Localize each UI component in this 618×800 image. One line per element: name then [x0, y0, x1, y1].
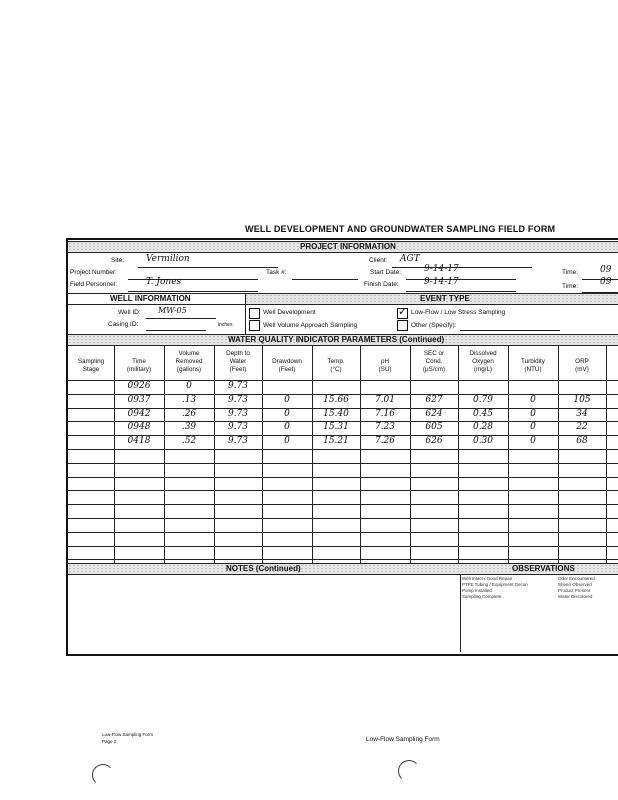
finish-date-label: Finish Date:	[364, 281, 399, 288]
observation-item: Water Discolored	[558, 594, 593, 599]
header-line: (mV)	[575, 366, 589, 373]
low-flow-label: Low-Flow / Low Stress Sampling	[411, 309, 506, 316]
table-row	[68, 435, 618, 449]
table-cell: 9.73	[227, 381, 249, 391]
row-rule	[68, 490, 618, 491]
header-sampling-stage	[68, 358, 114, 374]
well-id-underline	[146, 318, 216, 319]
casing-unit: inches	[218, 322, 233, 328]
header-temp	[312, 358, 360, 374]
project-information-heading: PROJECT INFORMATION	[300, 242, 396, 251]
table-cell: 15.66	[323, 394, 349, 405]
table-cell: 7.26	[374, 436, 396, 447]
table-cell: 34	[576, 408, 588, 419]
table-cell: 0	[186, 381, 192, 391]
header-line: Water	[229, 358, 247, 365]
table-cell: 15.31	[323, 422, 349, 433]
casing-id-label: Casing ID:	[108, 321, 139, 328]
table-row	[68, 408, 618, 422]
notes-heading: NOTES (Continued)	[226, 564, 301, 573]
row-rule	[68, 504, 618, 505]
header-conductivity	[410, 350, 458, 374]
client-value: AGT	[400, 254, 420, 264]
header-line: (Feet)	[229, 366, 247, 373]
notes-area[interactable]	[68, 575, 460, 652]
observation-item: Sheen Observed	[558, 582, 592, 587]
table-cell: 9.73	[227, 394, 249, 405]
field-personnel-underline	[128, 291, 258, 292]
header-line: (°C)	[330, 366, 342, 373]
header-line: (Feet)	[278, 366, 296, 373]
table-cell: 0.45	[472, 408, 494, 419]
header-turbidity	[508, 358, 558, 374]
table-cell: 0	[530, 422, 536, 433]
header-line: Stage	[82, 366, 100, 373]
well-volume-checkbox[interactable]	[249, 320, 260, 331]
row-rule	[68, 477, 618, 478]
task-label: Task #:	[266, 269, 287, 276]
table-cell: 9.73	[227, 436, 249, 447]
observation-item: Odor Encountered	[558, 576, 595, 581]
header-line: (NTU)	[524, 366, 542, 373]
observations-heading: OBSERVATIONS	[512, 564, 575, 573]
header-line: Depth to	[226, 350, 250, 357]
event-type-heading: EVENT TYPE	[420, 294, 470, 303]
table-cell: 605	[425, 422, 443, 433]
table-cell: 0	[284, 408, 290, 419]
start-time-label: Time:	[562, 269, 579, 276]
table-row	[68, 380, 618, 394]
header-orp	[558, 358, 606, 374]
binder-hole-left	[92, 764, 114, 786]
header-line: Drawdown	[272, 358, 302, 365]
header-line: Temp.	[327, 358, 345, 365]
well-information-heading: WELL INFORMATION	[110, 294, 191, 303]
low-flow-checkbox[interactable]	[397, 305, 408, 319]
table-cell: .52	[181, 436, 197, 447]
header-line: (military)	[126, 366, 152, 373]
other-checkbox[interactable]	[397, 320, 408, 331]
table-cell: 68	[576, 436, 588, 447]
table-cell: .13	[181, 394, 197, 405]
row-rule	[68, 518, 618, 519]
notes-observations-divider	[460, 575, 461, 652]
observation-item: Well Intact / Good Repair	[462, 576, 513, 581]
start-time-value: 09	[600, 265, 612, 275]
header-depth-to-water	[214, 350, 262, 374]
header-line: Volume	[178, 350, 200, 357]
table-cell: 0926	[127, 381, 151, 391]
finish-date-underline	[406, 291, 516, 292]
start-date-label: Start Date:	[370, 269, 402, 276]
finish-time-label: Time:	[562, 283, 579, 290]
row-rule	[68, 532, 618, 533]
header-time	[114, 358, 164, 374]
row-rule	[68, 449, 618, 450]
site-underline	[138, 267, 278, 268]
client-label: Client:	[369, 257, 388, 264]
start-date-underline	[406, 279, 516, 280]
form-title: WELL DEVELOPMENT AND GROUNDWATER SAMPLING FIELD FORM	[245, 224, 556, 234]
table-cell: 22	[576, 422, 588, 433]
table-cell: 624	[425, 408, 443, 419]
table-cell: 626	[425, 436, 443, 447]
header-line: Oxygen	[472, 358, 494, 365]
table-cell: 0	[284, 422, 290, 433]
table-cell: 0.28	[472, 422, 494, 433]
header-line: pH	[380, 358, 390, 365]
observation-item: Product Present	[558, 588, 591, 593]
header-line: ORP	[575, 358, 589, 365]
row-rule	[68, 559, 618, 560]
header-volume-removed	[164, 350, 214, 374]
well-volume-label: Well Volume Approach Sampling	[263, 322, 358, 329]
table-cell: 0	[530, 436, 536, 447]
header-line: Time	[132, 358, 146, 365]
table-cell: 0	[284, 436, 290, 447]
well-development-checkbox[interactable]	[249, 308, 260, 319]
other-label: Other (Specify):	[411, 322, 457, 329]
site-value: Vermilion	[146, 254, 190, 264]
header-ph	[360, 358, 410, 374]
well-id-value: MW-05	[158, 306, 187, 315]
footer-form-name: Low-Flow Sampling Form	[102, 732, 154, 737]
finish-time-value: 09	[600, 277, 612, 287]
header-line: (mg/L)	[473, 366, 493, 373]
table-cell: 0418	[127, 436, 151, 447]
table-cell: 9.73	[227, 422, 249, 433]
other-underline	[460, 330, 560, 331]
table-cell: 7.23	[374, 422, 396, 433]
table-cell: 0	[284, 394, 290, 405]
low-flow-check-mark: ✓	[398, 305, 408, 318]
header-drawdown	[262, 358, 312, 374]
table-cell: 0948	[127, 422, 151, 433]
header-line: (SU)	[378, 366, 392, 373]
table-cell: 0	[530, 408, 536, 419]
binder-hole-right	[398, 760, 420, 782]
table-cell: 15.21	[323, 436, 349, 447]
table-cell: .26	[181, 408, 197, 419]
table-row	[68, 421, 618, 435]
header-line: Removed	[175, 358, 203, 365]
footer-page: Page 2	[102, 739, 117, 744]
table-cell: 15.40	[323, 408, 349, 419]
client-underline	[392, 267, 532, 268]
well-development-label: Well Development	[263, 309, 316, 316]
table-cell: 0	[530, 394, 536, 405]
observation-item: Pump Installed	[462, 588, 492, 593]
footer-center-title: Low-Flow Sampling Form	[366, 736, 440, 743]
casing-id-underline	[146, 330, 206, 331]
observation-item: PTFE Tubing / Equipment Decon	[462, 582, 528, 587]
row-rule	[68, 463, 618, 464]
header-dissolved-oxygen	[458, 350, 508, 374]
table-row	[68, 394, 618, 408]
header-line: Turbidity	[521, 358, 545, 365]
table-cell: 0.30	[472, 436, 494, 447]
table-cell: 105	[573, 394, 591, 405]
table-cell: .39	[181, 422, 197, 433]
table-cell: 0.79	[472, 394, 494, 405]
table-cell: 9.73	[227, 408, 249, 419]
table-cell: 7.01	[374, 394, 396, 405]
header-line: Sampling	[77, 358, 105, 365]
header-line: (µS/cm)	[422, 366, 446, 373]
start-date-value: 9-14-17	[424, 264, 459, 274]
table-cell: 627	[425, 394, 443, 405]
task-underline	[292, 279, 358, 280]
header-line: SEC or	[423, 350, 445, 357]
water-quality-heading: WATER QUALITY INDICATOR PARAMETERS (Continued)	[228, 335, 445, 344]
field-personnel-label: Field Personnel:	[70, 281, 117, 288]
table-cell: 0942	[127, 408, 151, 419]
header-line: Dissolved	[469, 350, 497, 357]
observation-item: Sampling Complete	[462, 594, 502, 599]
well-event-divider	[245, 293, 246, 334]
table-cell: 0937	[127, 394, 151, 405]
header-line: (gallons)	[176, 366, 202, 373]
project-number-label: Project Number:	[70, 269, 117, 276]
table-cell: 7.16	[374, 408, 396, 419]
finish-date-value: 9-14-17	[424, 277, 459, 287]
header-line: Cond.	[425, 358, 443, 365]
well-id-label: Well ID:	[118, 309, 141, 316]
row-rule	[68, 546, 618, 547]
water-quality-table	[68, 346, 618, 564]
field-form	[66, 238, 618, 656]
field-personnel-value: T. Jones	[146, 277, 182, 287]
site-label: Site:	[111, 257, 125, 264]
